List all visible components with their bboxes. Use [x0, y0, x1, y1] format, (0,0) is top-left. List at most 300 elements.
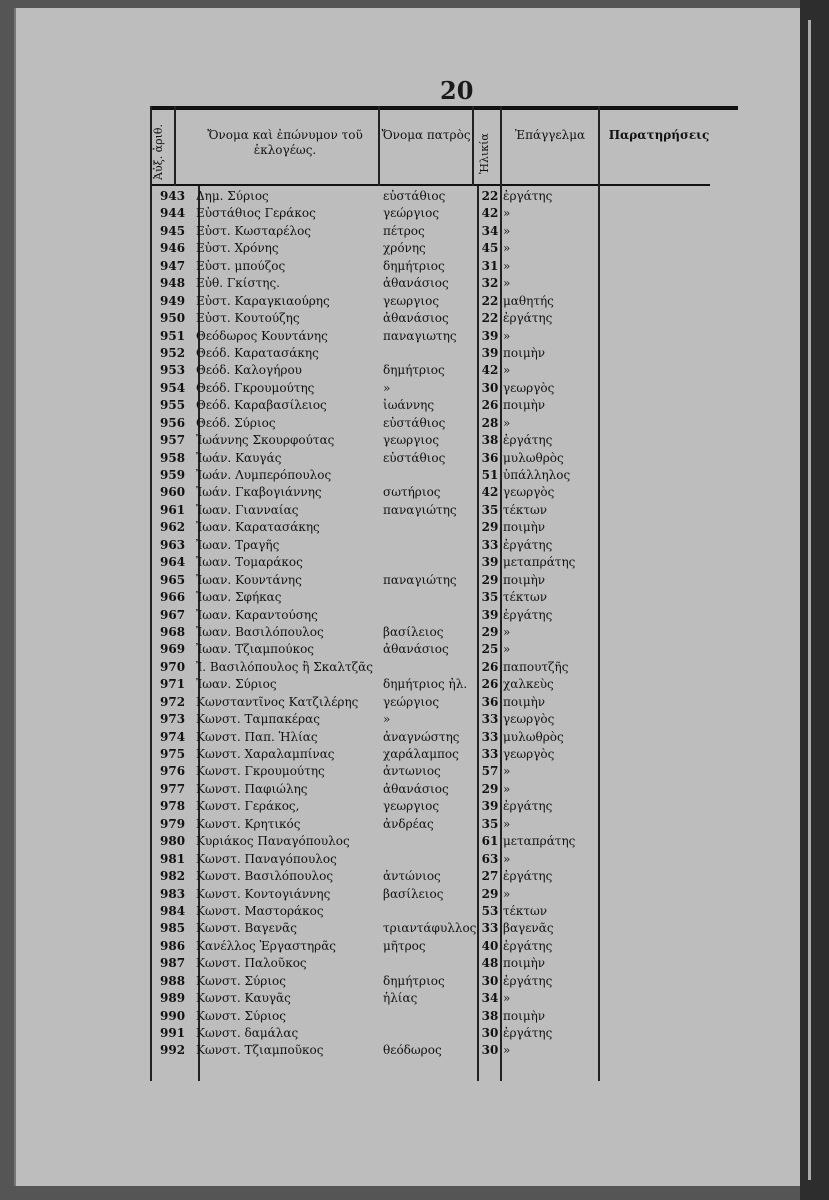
row-number: 964 — [160, 555, 186, 570]
voter-name: Θεόδ. Καραβασίλειος — [196, 398, 327, 413]
profession-value: ἐργάτης — [503, 311, 553, 326]
voter-name: Κωνστ. Σύριος — [196, 973, 286, 988]
father-name: βασίλειος — [383, 886, 444, 901]
father-name: ἀντωνιος — [383, 764, 441, 779]
table-row — [155, 328, 755, 345]
father-name: δημήτριος — [383, 363, 445, 378]
header-number — [150, 122, 174, 182]
table-row — [155, 380, 755, 397]
profession-value: ποιμὴν — [503, 694, 546, 709]
row-number: 954 — [160, 380, 186, 395]
profession-value: τέκτων — [503, 502, 548, 517]
row-number: 979 — [160, 816, 186, 831]
voter-name: Ἰωάν. Καυγάς — [196, 450, 282, 465]
voter-name: Κωνστ. Τζιαμποῦκος — [196, 1043, 324, 1058]
voter-name: Κωνστ. Κρητικός — [196, 816, 301, 831]
voter-name: Ἰ. Βασιλόπουλος ἢ Σκαλτζᾶς — [196, 659, 373, 674]
age-value: 30 — [481, 380, 499, 395]
age-value: 42 — [481, 363, 499, 378]
voter-name: Κωνστ. Παναγόπουλος — [196, 851, 337, 866]
row-number: 984 — [160, 903, 186, 918]
age-value: 39 — [481, 799, 499, 814]
register-rows — [155, 188, 755, 1060]
table-row — [155, 990, 755, 1007]
table-row — [155, 920, 755, 937]
table-row — [155, 711, 755, 728]
age-value: 51 — [481, 468, 499, 482]
row-number: 991 — [160, 1026, 186, 1040]
voter-name: Ἰωάν. Λυμπερόπουλος — [196, 468, 332, 482]
table-row — [155, 886, 755, 903]
row-number: 983 — [160, 886, 186, 901]
age-value: 26 — [481, 659, 499, 674]
row-number: 990 — [160, 1008, 186, 1023]
row-number: 965 — [160, 572, 186, 587]
father-name: χρόνης — [383, 241, 426, 256]
profession-value: γεωργὸς — [503, 712, 555, 727]
voter-name: Κωνστ. Ταμπακέρας — [196, 712, 320, 727]
father-name: γεώργιος — [383, 694, 440, 709]
father-name: γεωργιος — [383, 293, 440, 308]
voter-name: Εὐστ. Κουτούζης — [196, 311, 300, 326]
profession-value: » — [503, 816, 511, 831]
row-number: 981 — [160, 851, 186, 866]
age-value: 63 — [481, 851, 499, 866]
father-name: παναγιώτης — [383, 502, 457, 517]
father-name: ἀντώνιος — [383, 869, 441, 884]
profession-value: ποιμὴν — [503, 572, 546, 587]
profession-value: μαθητής — [503, 293, 554, 308]
father-name: δημήτριος — [383, 973, 445, 988]
age-value: 26 — [481, 398, 499, 413]
profession-value: μυλωθρὸς — [503, 729, 564, 744]
age-value: 30 — [481, 1043, 499, 1058]
profession-value: » — [503, 886, 511, 901]
father-name: ἀθανάσιος — [383, 781, 449, 796]
table-row — [155, 781, 755, 798]
page-edge-highlight — [808, 20, 811, 1180]
age-value: 38 — [481, 433, 499, 448]
profession-value: » — [503, 991, 511, 1006]
profession-value: χαλκεὺς — [503, 677, 554, 692]
father-name: » — [383, 380, 391, 395]
row-number: 971 — [160, 677, 186, 692]
header-name: Ὄνομα καὶ ἐπώνυμον τοῦ ἐκλογέως. — [207, 128, 363, 157]
profession-value: ἐργάτης — [503, 973, 553, 988]
table-row — [155, 484, 755, 501]
table-row — [155, 589, 755, 606]
age-value: 29 — [481, 781, 499, 796]
table-row — [155, 362, 755, 379]
voter-name: Θεόδ. Καρατασάκης — [196, 345, 319, 360]
voter-name: Κωνστ. Καυγᾶς — [196, 991, 291, 1006]
row-number: 985 — [160, 921, 186, 936]
row-number: 947 — [160, 258, 186, 273]
row-number: 963 — [160, 537, 186, 552]
table-row — [155, 955, 755, 972]
voter-name: Ἰωαν. Καραντούσης — [196, 607, 318, 622]
table-row — [155, 816, 755, 833]
father-name: ἀνδρέας — [383, 816, 434, 831]
row-number: 952 — [160, 345, 186, 360]
voter-name: Δημ. Σύριος — [196, 189, 269, 203]
row-number: 956 — [160, 415, 186, 430]
row-number: 957 — [160, 433, 186, 448]
father-name: » — [383, 712, 391, 727]
father-name: πέτρος — [383, 223, 425, 238]
table-row — [155, 868, 755, 885]
voter-name: Κωνστ. Μαστοράκος — [196, 903, 324, 918]
header-profession: Ἐπάγγελμα — [514, 128, 586, 142]
voter-name: Ἰωάννης Σκουρφούτας — [196, 433, 335, 448]
row-number: 973 — [160, 712, 186, 727]
profession-value: γεωργὸς — [503, 485, 555, 500]
table-row — [155, 537, 755, 554]
father-name: χαράλαμπος — [383, 747, 459, 761]
profession-value: γεωργὸς — [503, 747, 555, 761]
profession-value: ἐργάτης — [503, 433, 553, 448]
voter-name: Ἰωάν. Γκαβογιάννης — [196, 485, 322, 500]
age-value: 30 — [481, 1026, 499, 1040]
row-number: 977 — [160, 781, 186, 796]
voter-name: Εὐστ. μπούζος — [196, 258, 286, 273]
table-row — [155, 293, 755, 310]
row-number: 960 — [160, 485, 186, 500]
voter-name: Θεόδ. Σύριος — [196, 415, 276, 430]
father-name: δημήτριος ἠλ. — [383, 677, 468, 692]
age-value: 29 — [481, 520, 499, 535]
table-row — [155, 833, 755, 850]
voter-name: Κωνστ. Γκρουμούτης — [196, 764, 325, 779]
table-row — [155, 432, 755, 449]
voter-name: Κωνστ. Γεράκος, — [196, 799, 300, 814]
voter-name: Κωνστ. Κοντογιάννης — [196, 886, 331, 901]
profession-value: » — [503, 642, 511, 657]
voter-name: Ἰωαν. Τομαράκος — [196, 555, 303, 570]
profession-value: ἐργάτης — [503, 189, 553, 203]
father-name: θεόδωρος — [383, 1043, 442, 1058]
header-age-label: Ἡλικία — [478, 133, 491, 174]
father-name: σωτήριος — [383, 485, 441, 500]
father-name: ἀθανάσιος — [383, 642, 449, 657]
voter-name: Εὐστ. Καραγκιαούρης — [196, 293, 330, 308]
row-number: 986 — [160, 938, 186, 953]
voter-name: Εὐστάθιος Γεράκος — [196, 206, 316, 221]
father-name: ἡλίας — [383, 991, 418, 1006]
age-value: 35 — [481, 816, 499, 831]
age-value: 36 — [481, 694, 499, 709]
father-name: γεώργιος — [383, 206, 440, 221]
row-number: 944 — [160, 206, 186, 221]
row-number: 988 — [160, 973, 186, 988]
father-name: ἰωάννης — [383, 398, 435, 413]
page-number: 20 — [440, 76, 474, 105]
voter-name: Ἰωαν. Γιανναίας — [196, 502, 299, 517]
profession-value: » — [503, 764, 511, 779]
row-number: 961 — [160, 502, 186, 517]
profession-value: » — [503, 258, 511, 273]
row-number: 968 — [160, 624, 186, 639]
table-row — [155, 240, 755, 257]
profession-value: » — [503, 363, 511, 378]
profession-value: » — [503, 1043, 511, 1058]
table-row — [155, 502, 755, 519]
table-row — [155, 641, 755, 658]
voter-name: Κανέλλος Ἐργαστηρᾶς — [196, 938, 337, 953]
voter-name: Εὐθ. Γκίστης. — [196, 276, 280, 291]
voter-name: Κωνστ. Βαγενᾶς — [196, 921, 297, 936]
age-value: 29 — [481, 572, 499, 587]
voter-name: Ἰωαν. Τζιαμπούκος — [196, 642, 315, 657]
row-number: 980 — [160, 834, 186, 849]
age-value: 22 — [481, 293, 499, 308]
table-row — [155, 694, 755, 711]
profession-value: ἐργάτης — [503, 537, 553, 552]
header-age — [472, 112, 500, 182]
age-value: 45 — [481, 241, 499, 256]
profession-value: ποιμὴν — [503, 398, 546, 413]
row-number: 962 — [160, 520, 186, 535]
table-row — [155, 258, 755, 275]
profession-value: ὑπάλληλος — [503, 468, 571, 482]
table-row — [155, 763, 755, 780]
father-name: γεωργιος — [383, 799, 440, 814]
age-value: 48 — [481, 956, 499, 971]
voter-name: Κυριάκος Παναγόπουλος — [196, 834, 350, 849]
voter-name: Κωνστ. Παλοῦκος — [196, 956, 307, 971]
age-value: 39 — [481, 345, 499, 360]
father-name: ἀθανάσιος — [383, 311, 449, 326]
column-line-number — [174, 106, 176, 186]
age-value: 36 — [481, 450, 499, 465]
row-number: 959 — [160, 468, 186, 482]
age-value: 34 — [481, 223, 499, 238]
table-row — [155, 554, 755, 571]
father-name: παναγιωτης — [383, 328, 457, 343]
row-number: 974 — [160, 729, 186, 744]
row-number: 967 — [160, 607, 186, 622]
voter-name: Ἰωαν. Κουντάνης — [196, 572, 302, 587]
table-row — [155, 1025, 755, 1042]
voter-name: Κωνστ. Παφιώλης — [196, 781, 308, 796]
row-number: 951 — [160, 328, 186, 343]
table-row — [155, 205, 755, 222]
table-row — [155, 607, 755, 624]
father-name: γεωργιος — [383, 433, 440, 448]
age-value: 29 — [481, 886, 499, 901]
table-row — [155, 275, 755, 292]
table-row — [155, 467, 755, 484]
row-number: 972 — [160, 694, 186, 709]
profession-value: ἐργάτης — [503, 869, 553, 884]
page-edge — [800, 0, 829, 1200]
profession-value: παπουτζῆς — [503, 659, 569, 674]
voter-name: Κωνστ. Χαραλαμπίνας — [196, 747, 335, 761]
profession-value: τέκτων — [503, 590, 548, 605]
profession-value: » — [503, 415, 511, 430]
profession-value: ποιμὴν — [503, 956, 546, 971]
voter-name: Εὐστ. Κωσταρέλος — [196, 223, 312, 238]
age-value: 33 — [481, 537, 499, 552]
voter-name: Θεόδωρος Κουντάνης — [196, 328, 328, 343]
profession-value: ποιμὴν — [503, 520, 546, 535]
age-value: 33 — [481, 747, 499, 761]
age-value: 31 — [481, 258, 499, 273]
profession-value: μεταπράτης — [503, 834, 576, 849]
age-value: 53 — [481, 903, 499, 918]
voter-name: Ἰωαν. Σύριος — [196, 677, 277, 692]
table-row — [155, 1008, 755, 1025]
table-row — [155, 223, 755, 240]
profession-value: τέκτων — [503, 903, 548, 918]
profession-value: » — [503, 328, 511, 343]
age-value: 35 — [481, 502, 499, 517]
table-row — [155, 397, 755, 414]
table-row — [155, 938, 755, 955]
age-value: 22 — [481, 189, 499, 203]
profession-value: ποιμὴν — [503, 345, 546, 360]
row-number: 946 — [160, 241, 186, 256]
profession-value: » — [503, 781, 511, 796]
row-number: 950 — [160, 311, 186, 326]
voter-name: Κωνσταντῖνος Κατζιλέρης — [196, 694, 359, 709]
row-number: 949 — [160, 293, 186, 308]
father-name: βασίλειος — [383, 624, 444, 639]
profession-value: ἐργάτης — [503, 799, 553, 814]
age-value: 28 — [481, 415, 499, 430]
voter-name: Εὐστ. Χρόνης — [196, 241, 279, 256]
age-value: 26 — [481, 677, 499, 692]
row-number: 989 — [160, 991, 186, 1006]
profession-value: βαγενᾶς — [503, 921, 554, 936]
profession-value: γεωργὸς — [503, 380, 555, 395]
table-row — [155, 310, 755, 327]
profession-value: » — [503, 851, 511, 866]
row-number: 955 — [160, 398, 186, 413]
age-value: 27 — [481, 869, 499, 884]
row-number: 970 — [160, 659, 186, 674]
age-value: 38 — [481, 1008, 499, 1023]
father-name: μῆτρος — [383, 938, 426, 953]
table-row — [155, 519, 755, 536]
header-remarks: Παρατηρήσεις — [608, 128, 710, 142]
age-value: 29 — [481, 624, 499, 639]
age-value: 39 — [481, 555, 499, 570]
table-row — [155, 450, 755, 467]
father-name: ἀθανάσιος — [383, 276, 449, 291]
age-value: 61 — [481, 834, 499, 849]
age-value: 33 — [481, 921, 499, 936]
column-line-left — [150, 106, 152, 1081]
table-row — [155, 729, 755, 746]
table-row — [155, 851, 755, 868]
age-value: 39 — [481, 607, 499, 622]
voter-name: Κωνστ. δαμάλας — [196, 1026, 299, 1040]
age-value: 25 — [481, 642, 499, 657]
row-number: 958 — [160, 450, 186, 465]
row-number: 976 — [160, 764, 186, 779]
profession-value: » — [503, 276, 511, 291]
age-value: 42 — [481, 206, 499, 221]
voter-name: Ἰωαν. Βασιλόπουλος — [196, 624, 324, 639]
age-value: 33 — [481, 729, 499, 744]
row-number: 966 — [160, 590, 186, 605]
table-row — [155, 973, 755, 990]
age-value: 32 — [481, 276, 499, 291]
voter-name: Ἰωαν. Τραγῆς — [196, 537, 280, 552]
table-row — [155, 415, 755, 432]
table-row — [155, 798, 755, 815]
father-name: εὐστάθιος — [383, 189, 446, 203]
row-number: 953 — [160, 363, 186, 378]
voter-name: Θεόδ. Καλογήρου — [196, 363, 302, 378]
row-number: 992 — [160, 1043, 186, 1058]
father-name: ἀναγνώστης — [383, 729, 460, 744]
row-number: 982 — [160, 869, 186, 884]
profession-value: ἐργάτης — [503, 938, 553, 953]
header-top-rule — [150, 106, 738, 110]
table-row — [155, 1042, 755, 1059]
father-name: τριαντάφυλλος — [383, 921, 477, 936]
voter-name: Κωνστ. Παπ. Ἡλίας — [196, 729, 318, 744]
age-value: 34 — [481, 991, 499, 1006]
profession-value: » — [503, 223, 511, 238]
age-value: 42 — [481, 485, 499, 500]
table-row — [155, 676, 755, 693]
father-name: παναγιώτης — [383, 572, 457, 587]
age-value: 39 — [481, 328, 499, 343]
profession-value: μεταπράτης — [503, 555, 576, 570]
row-number: 948 — [160, 276, 186, 291]
father-name: εὐστάθιος — [383, 415, 446, 430]
table-row — [155, 903, 755, 920]
profession-value: » — [503, 624, 511, 639]
profession-value: ἐργάτης — [503, 1026, 553, 1040]
father-name: δημήτριος — [383, 258, 445, 273]
voter-name: Θεόδ. Γκρουμούτης — [196, 380, 315, 395]
voter-name: Ἰωαν. Σφήκας — [196, 590, 282, 605]
row-number: 969 — [160, 642, 186, 657]
row-number: 978 — [160, 799, 186, 814]
table-row — [155, 624, 755, 641]
table-row — [155, 345, 755, 362]
table-row — [155, 659, 755, 676]
header-bottom-rule — [150, 184, 710, 186]
age-value: 33 — [481, 712, 499, 727]
header-number-label: Ἀὐξ. ἀριθ. — [152, 123, 165, 180]
profession-value: ποιμὴν — [503, 1008, 546, 1023]
voter-name: Κωνστ. Σύριος — [196, 1008, 286, 1023]
profession-value: » — [503, 206, 511, 221]
age-value: 30 — [481, 973, 499, 988]
table-row — [155, 572, 755, 589]
profession-value: ἐργάτης — [503, 607, 553, 622]
age-value: 57 — [481, 764, 499, 779]
father-name: εὐστάθιος — [383, 450, 446, 465]
table-row — [155, 188, 755, 205]
profession-value: » — [503, 241, 511, 256]
age-value: 22 — [481, 311, 499, 326]
header-father: Ὄνομα πατρὸς — [381, 128, 471, 142]
row-number: 987 — [160, 956, 186, 971]
age-value: 35 — [481, 590, 499, 605]
voter-name: Κωνστ. Βασιλόπουλος — [196, 869, 334, 884]
voter-name: Ἰωαν. Καρατασάκης — [196, 520, 320, 535]
profession-value: μυλωθρὸς — [503, 450, 564, 465]
row-number: 943 — [160, 189, 186, 203]
table-row — [155, 746, 755, 763]
row-number: 945 — [160, 223, 186, 238]
